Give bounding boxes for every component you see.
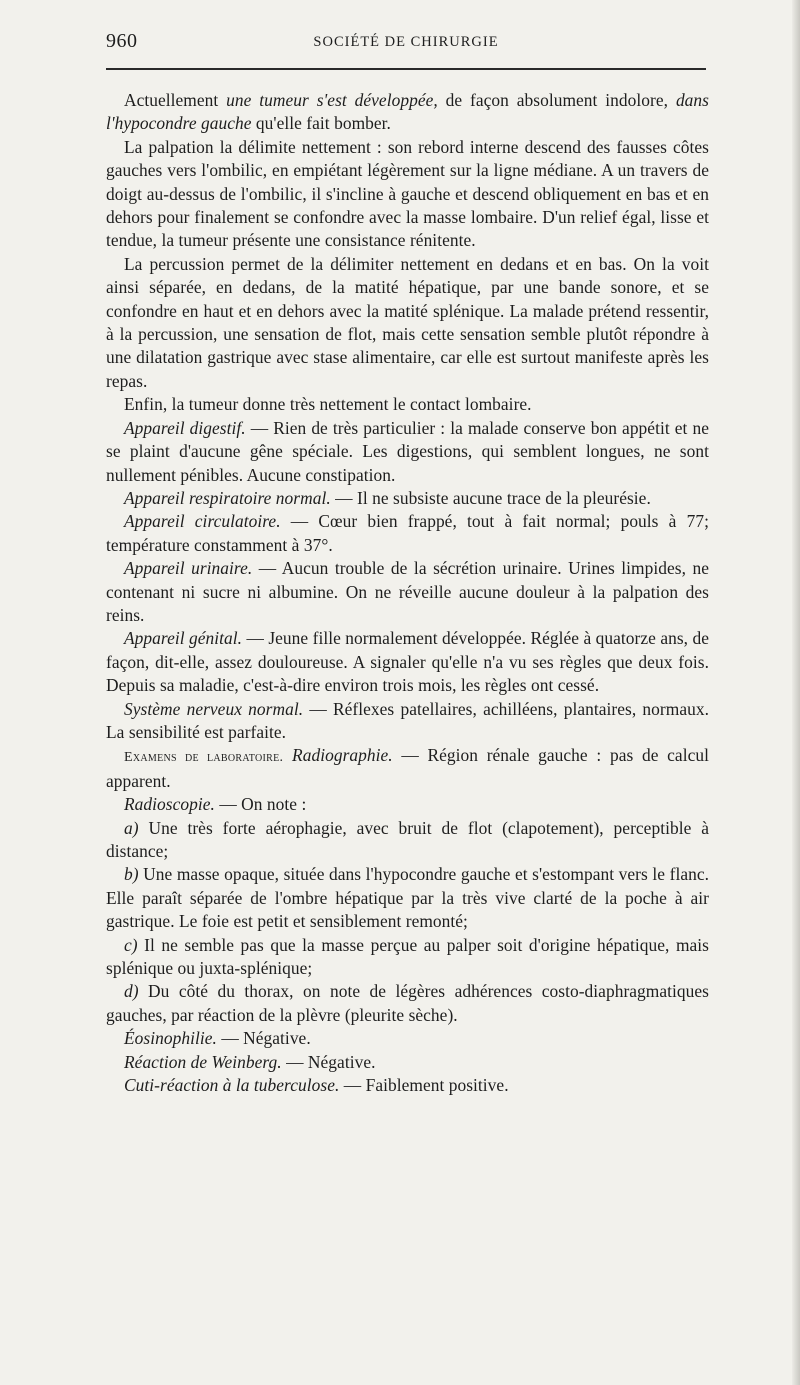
section-label: Appareil respiratoire normal. (124, 487, 331, 508)
section-text: — Rien de très particulier : la malade conserve bon appétit et ne se plaint d'aucune gêne spéciale. Les digestions, qui semblent longues, ne sont nullement pénibles. Aucune constipation. (106, 417, 709, 485)
paragraph-tumor-description (106, 89, 709, 136)
section-text: — Aucun trouble de la sécrétion urinaire. Urines limpides, ne contenant ni sucre ni albumine. On ne réveille aucune douleur à la palpation des reins. (106, 558, 709, 625)
header-rule (106, 68, 706, 70)
paragraph-palpation: La palpation la délimite nettement : son rebord interne descend des fausses côtes gauches vers l'ombilic, en empiétant légèrement sur la ligne médiane. A un travers de doigt au-dessus de l'ombilic, il s'incline à gauche et descend obliquement en bas et en dehors pour finalement se confondre avec la masse lombaire. D'un relief égal, lisse et tendue, la tumeur présente une consistance rénitente. (106, 136, 709, 251)
paragraph-eosinophilia (106, 1027, 709, 1050)
list-item-d (106, 980, 709, 1027)
paragraph-lab-exams (106, 744, 709, 793)
section-label: Appareil circulatoire. (124, 511, 281, 532)
paragraph-cuti-reaction (106, 1074, 709, 1097)
section-text: — Région rénale gauche : pas de calcul apparent. (106, 745, 709, 791)
paragraph-urinary (106, 557, 709, 627)
text-run: qu'elle fait bomber. (251, 113, 391, 134)
list-item-b (106, 863, 709, 933)
section-label: Éosinophilie. (124, 1028, 217, 1049)
paragraph-lumbar-contact: Enfin, la tumeur donne très nettement le contact lombaire. (124, 394, 532, 415)
section-text: — Négative. (216, 1028, 311, 1049)
paragraph-respiratory (106, 487, 709, 510)
page-header (106, 30, 706, 54)
section-text: — Faiblement positive. (339, 1075, 509, 1096)
list-letter: d) (124, 981, 139, 1002)
paragraph-percussion: La percussion permet de la délimiter nettement en dedans et en bas. On la voit ainsi séparée, en dedans, de la matité hépatique, par une bande sonore, et se confondre en haut et en dehors avec la matité splénique. La malade prétend ressentir, à la percussion, une sensation de flot, mais cette sensation semble plutôt répondre à une dilatation gastrique avec stase alimentaire, car elle est surtout manifeste après les repas. (106, 253, 709, 391)
paragraph-circulatory (106, 510, 709, 557)
list-letter: c) (124, 934, 138, 955)
list-item-c (106, 934, 709, 981)
section-label: Réaction de Weinberg. (124, 1051, 282, 1072)
section-label: Cuti-réaction à la tuberculose. (124, 1075, 340, 1096)
section-text: — Réflexes patellaires, achilléens, plantaires, normaux. La sensibilité est parfaite. (106, 698, 709, 742)
text-run-italic: une tumeur s'est développée, (226, 90, 438, 110)
list-item-a (106, 817, 709, 864)
paragraph-weinberg (106, 1051, 709, 1074)
section-text: — Cœur bien frappé, tout à fait normal; pouls à 77; température constamment à 37°. (106, 511, 709, 555)
section-text: — Il ne subsiste aucune trace de la pleurésie. (330, 487, 651, 508)
section-label: Radioscopie. (124, 794, 215, 815)
running-title: SOCIÉTÉ DE CHIRURGIE (313, 34, 499, 50)
list-text: Une très forte aérophagie, avec bruit de flot (clapotement), perceptible à distance; (106, 817, 709, 861)
page-number: 960 (106, 30, 138, 52)
paragraph-nervous (106, 698, 709, 745)
section-label: Radiographie. (292, 745, 393, 766)
paragraph-radioscopy (106, 793, 709, 816)
section-label: Appareil digestif. (124, 417, 246, 438)
body-text (106, 89, 709, 1097)
text-run-italic: dans l'hypocondre gauche (106, 90, 709, 134)
page-edge-shadow (792, 0, 800, 1385)
section-label-smallcaps: Examens de laboratoire. (124, 750, 284, 766)
text-run: de façon absolument indolore, (437, 90, 676, 110)
list-letter: a) (124, 817, 139, 838)
section-label: Système nerveux normal. (124, 698, 304, 719)
text-run: Actuellement (124, 90, 227, 110)
section-text: — Jeune fille normalement développée. Réglée à quatorze ans, de façon, dit-elle, assez douloureuse. A signaler qu'elle n'a vu ses règles que deux fois. Depuis sa maladie, c'est-à-dire environ trois mois, les règles ont cessé. (106, 628, 709, 696)
section-text: — On note : (214, 794, 307, 815)
list-letter: b) (124, 864, 139, 885)
section-text: — Négative. (281, 1051, 376, 1072)
list-text: Une masse opaque, située dans l'hypocondre gauche et s'estompant vers le flanc. Elle paraît séparée de l'ombre hépatique par la très vive clarté de la poche à air gastrique. Le foie est petit et sensiblement remonté; (106, 864, 709, 932)
list-text: Il ne semble pas que la masse perçue au palper soit d'origine hépatique, mais splénique ou juxta-splénique; (106, 934, 709, 979)
section-label: Appareil génital. (124, 628, 243, 649)
paragraph-genital (106, 627, 709, 697)
section-label: Appareil urinaire. (124, 558, 253, 579)
list-text: Du côté du thorax, on note de légères adhérences costo-diaphragmatiques gauches, par réaction de la plèvre (pleurite sèche). (106, 981, 709, 1025)
paragraph-digestive (106, 417, 709, 487)
